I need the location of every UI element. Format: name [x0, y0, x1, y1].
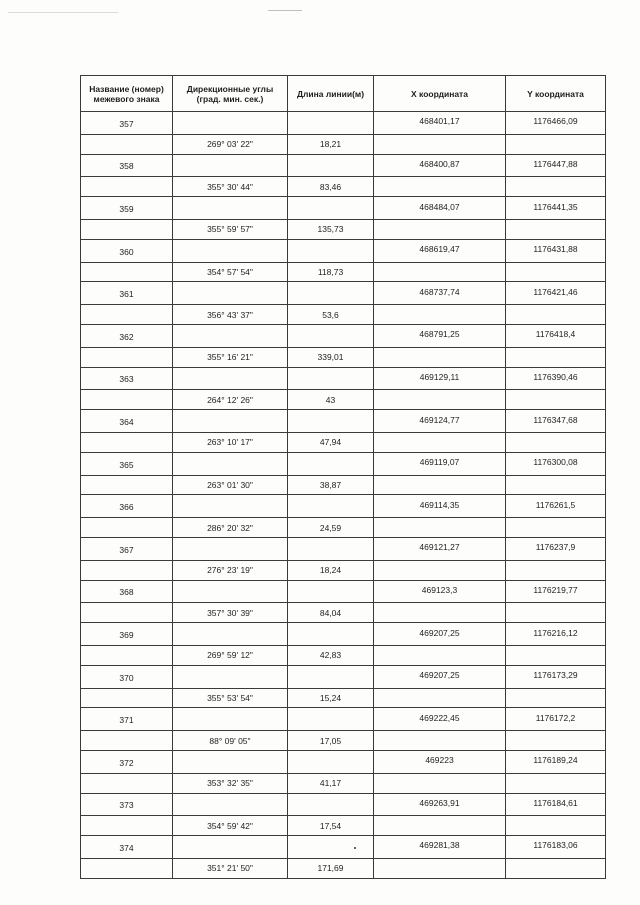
segment-row	[81, 219, 606, 239]
empty-cell	[173, 282, 288, 305]
angle-cell: 355° 30' 44"	[173, 177, 288, 197]
empty-cell	[81, 645, 173, 665]
angle-cell: 264° 12' 26"	[173, 390, 288, 410]
length-cell: 339,01	[288, 347, 374, 367]
empty-cell	[506, 731, 606, 751]
point-name-cell: 369	[81, 623, 173, 646]
empty-cell	[288, 367, 374, 390]
empty-cell	[288, 154, 374, 177]
empty-cell	[81, 347, 173, 367]
empty-cell	[288, 197, 374, 220]
empty-cell	[81, 219, 173, 239]
empty-cell	[173, 495, 288, 518]
x-coordinate-cell: 469123,3	[374, 580, 506, 603]
x-coordinate-cell: 469121,27	[374, 537, 506, 560]
segment-row	[81, 262, 606, 282]
length-cell: 53,6	[288, 305, 374, 325]
segment-row	[81, 858, 606, 878]
empty-cell	[506, 603, 606, 623]
empty-cell	[374, 475, 506, 495]
scan-mark	[8, 12, 118, 13]
segment-row	[81, 347, 606, 367]
empty-cell	[81, 560, 173, 580]
length-cell: 171,69	[288, 858, 374, 878]
y-coordinate-cell: 1176347,68	[506, 410, 606, 433]
angle-cell: 355° 16' 21"	[173, 347, 288, 367]
angle-cell: 356° 43' 37"	[173, 305, 288, 325]
x-coordinate-cell: 468791,25	[374, 324, 506, 347]
empty-cell	[173, 112, 288, 135]
empty-cell	[173, 154, 288, 177]
empty-cell	[374, 603, 506, 623]
segment-row	[81, 560, 606, 580]
y-coordinate-cell: 1176261,5	[506, 495, 606, 518]
x-coordinate-cell: 468484,07	[374, 197, 506, 220]
header-x-coordinate: X координата	[374, 76, 506, 112]
empty-cell	[81, 134, 173, 154]
empty-cell	[506, 134, 606, 154]
empty-cell	[374, 134, 506, 154]
point-row	[81, 708, 606, 731]
empty-cell	[506, 432, 606, 452]
empty-cell	[374, 177, 506, 197]
empty-cell	[288, 452, 374, 475]
length-cell: 43	[288, 390, 374, 410]
empty-cell	[288, 537, 374, 560]
angle-cell: 263° 01' 30"	[173, 475, 288, 495]
segment-row	[81, 731, 606, 751]
point-row	[81, 623, 606, 646]
angle-cell: 351° 21' 50"	[173, 858, 288, 878]
empty-cell	[81, 475, 173, 495]
empty-cell	[173, 623, 288, 646]
header-point-name: Название (номер) межевого знака	[81, 76, 173, 112]
empty-cell	[81, 603, 173, 623]
y-coordinate-cell: 1176441,35	[506, 197, 606, 220]
length-cell: 24,59	[288, 518, 374, 538]
empty-cell	[173, 537, 288, 560]
empty-cell	[506, 518, 606, 538]
empty-cell	[288, 282, 374, 305]
empty-cell	[288, 410, 374, 433]
length-cell: 18,21	[288, 134, 374, 154]
empty-cell	[506, 262, 606, 282]
length-cell: 118,73	[288, 262, 374, 282]
segment-row	[81, 134, 606, 154]
angle-cell: 286° 20' 32"	[173, 518, 288, 538]
length-cell: 47,94	[288, 432, 374, 452]
empty-cell	[288, 750, 374, 773]
point-name-cell: 359	[81, 197, 173, 220]
point-row	[81, 750, 606, 773]
y-coordinate-cell: 1176216,12	[506, 623, 606, 646]
empty-cell	[81, 262, 173, 282]
empty-cell	[81, 177, 173, 197]
empty-cell	[81, 816, 173, 836]
empty-cell	[81, 773, 173, 793]
y-coordinate-cell: 1176184,61	[506, 793, 606, 816]
segment-row	[81, 390, 606, 410]
x-coordinate-cell: 469222,45	[374, 708, 506, 731]
point-name-cell: 366	[81, 495, 173, 518]
point-name-cell: 357	[81, 112, 173, 135]
segment-row	[81, 305, 606, 325]
x-coordinate-cell: 469263,91	[374, 793, 506, 816]
empty-cell	[81, 432, 173, 452]
y-coordinate-cell: 1176300,08	[506, 452, 606, 475]
x-coordinate-cell: 469281,38	[374, 836, 506, 859]
empty-cell	[374, 305, 506, 325]
empty-cell	[173, 452, 288, 475]
empty-cell	[81, 858, 173, 878]
empty-cell	[81, 518, 173, 538]
length-cell: 38,87	[288, 475, 374, 495]
empty-cell	[81, 305, 173, 325]
x-coordinate-cell: 468400,87	[374, 154, 506, 177]
point-name-cell: 373	[81, 793, 173, 816]
header-y-coordinate: Y координата	[506, 76, 606, 112]
segment-row	[81, 432, 606, 452]
x-coordinate-cell: 469207,25	[374, 623, 506, 646]
empty-cell	[288, 623, 374, 646]
empty-cell	[173, 793, 288, 816]
empty-cell	[173, 197, 288, 220]
empty-cell	[81, 731, 173, 751]
empty-cell	[288, 239, 374, 262]
empty-cell	[288, 793, 374, 816]
empty-cell	[374, 347, 506, 367]
length-cell: 83,46	[288, 177, 374, 197]
segment-row	[81, 177, 606, 197]
x-coordinate-cell: 469223	[374, 750, 506, 773]
x-coordinate-cell: 468737,74	[374, 282, 506, 305]
length-cell: 15,24	[288, 688, 374, 708]
segment-row	[81, 475, 606, 495]
y-coordinate-cell: 1176431,88	[506, 239, 606, 262]
angle-cell: 354° 57' 54"	[173, 262, 288, 282]
y-coordinate-cell: 1176466,09	[506, 112, 606, 135]
point-row	[81, 282, 606, 305]
point-row	[81, 537, 606, 560]
point-row	[81, 154, 606, 177]
y-coordinate-cell: 1176418,4	[506, 324, 606, 347]
angle-cell: 269° 59' 12"	[173, 645, 288, 665]
boundary-points-table	[80, 75, 606, 879]
empty-cell	[506, 560, 606, 580]
empty-cell	[173, 239, 288, 262]
point-row	[81, 836, 606, 859]
table-header-row	[81, 76, 606, 112]
angle-cell: 276° 23' 19"	[173, 560, 288, 580]
empty-cell	[506, 688, 606, 708]
y-coordinate-cell: 1176173,29	[506, 665, 606, 688]
empty-cell	[173, 410, 288, 433]
point-name-cell: 361	[81, 282, 173, 305]
point-row	[81, 495, 606, 518]
empty-cell	[374, 560, 506, 580]
empty-cell	[506, 475, 606, 495]
point-name-cell: 374	[81, 836, 173, 859]
segment-row	[81, 518, 606, 538]
empty-cell	[506, 347, 606, 367]
empty-cell	[173, 836, 288, 859]
empty-cell	[506, 816, 606, 836]
point-name-cell: 363	[81, 367, 173, 390]
segment-row	[81, 816, 606, 836]
y-coordinate-cell: 1176421,46	[506, 282, 606, 305]
empty-cell	[506, 773, 606, 793]
point-name-cell: 360	[81, 239, 173, 262]
point-name-cell: 362	[81, 324, 173, 347]
empty-cell	[288, 112, 374, 135]
empty-cell	[173, 580, 288, 603]
y-coordinate-cell: 1176172,2	[506, 708, 606, 731]
length-cell: 42,83	[288, 645, 374, 665]
empty-cell	[374, 518, 506, 538]
angle-cell: 263° 10' 17"	[173, 432, 288, 452]
y-coordinate-cell: 1176219,77	[506, 580, 606, 603]
point-name-cell: 368	[81, 580, 173, 603]
x-coordinate-cell: 469124,77	[374, 410, 506, 433]
length-cell: 17,54	[288, 816, 374, 836]
length-cell: 18,24	[288, 560, 374, 580]
x-coordinate-cell: 468401,17	[374, 112, 506, 135]
x-coordinate-cell: 469114,35	[374, 495, 506, 518]
empty-cell	[374, 731, 506, 751]
y-coordinate-cell: 1176189,24	[506, 750, 606, 773]
point-row	[81, 452, 606, 475]
empty-cell	[374, 688, 506, 708]
survey-table-body	[81, 112, 606, 879]
empty-cell	[173, 665, 288, 688]
scan-mark	[268, 10, 302, 11]
empty-cell	[288, 324, 374, 347]
angle-cell: 353° 32' 35"	[173, 773, 288, 793]
angle-cell: 269° 03' 22"	[173, 134, 288, 154]
empty-cell	[506, 645, 606, 665]
point-name-cell: 370	[81, 665, 173, 688]
empty-cell	[506, 858, 606, 878]
point-row	[81, 410, 606, 433]
empty-cell	[374, 816, 506, 836]
x-coordinate-cell: 468619,47	[374, 239, 506, 262]
y-coordinate-cell: 1176447,88	[506, 154, 606, 177]
empty-cell	[288, 708, 374, 731]
empty-cell	[288, 495, 374, 518]
length-cell: 41,17	[288, 773, 374, 793]
angle-cell: 355° 53' 54"	[173, 688, 288, 708]
empty-cell	[288, 836, 374, 859]
header-line-length: Длина линии(м)	[288, 76, 374, 112]
empty-cell	[173, 750, 288, 773]
empty-cell	[506, 177, 606, 197]
x-coordinate-cell: 469207,25	[374, 665, 506, 688]
point-name-cell: 365	[81, 452, 173, 475]
empty-cell	[173, 367, 288, 390]
empty-cell	[288, 580, 374, 603]
empty-cell	[374, 858, 506, 878]
point-row	[81, 665, 606, 688]
point-row	[81, 324, 606, 347]
empty-cell	[374, 219, 506, 239]
point-name-cell: 367	[81, 537, 173, 560]
empty-cell	[374, 645, 506, 665]
empty-cell	[374, 773, 506, 793]
empty-cell	[173, 324, 288, 347]
point-row	[81, 112, 606, 135]
point-name-cell: 371	[81, 708, 173, 731]
length-cell: 84,04	[288, 603, 374, 623]
empty-cell	[81, 688, 173, 708]
x-coordinate-cell: 469129,11	[374, 367, 506, 390]
point-name-cell: 364	[81, 410, 173, 433]
angle-cell: 355° 59' 57"	[173, 219, 288, 239]
point-row	[81, 197, 606, 220]
empty-cell	[506, 219, 606, 239]
empty-cell	[374, 390, 506, 410]
y-coordinate-cell: 1176237,9	[506, 537, 606, 560]
empty-cell	[288, 665, 374, 688]
point-name-cell: 372	[81, 750, 173, 773]
angle-cell: 357° 30' 39"	[173, 603, 288, 623]
point-row	[81, 239, 606, 262]
segment-row	[81, 645, 606, 665]
point-name-cell: 358	[81, 154, 173, 177]
y-coordinate-cell: 1176390,46	[506, 367, 606, 390]
header-direction-angle: Дирекционные углы (град. мин. сек.)	[173, 76, 288, 112]
empty-cell	[81, 390, 173, 410]
empty-cell	[374, 432, 506, 452]
point-row	[81, 367, 606, 390]
point-row	[81, 580, 606, 603]
empty-cell	[506, 390, 606, 410]
x-coordinate-cell: 469119,07	[374, 452, 506, 475]
angle-cell: 354° 59' 42"	[173, 816, 288, 836]
empty-cell	[173, 708, 288, 731]
segment-row	[81, 603, 606, 623]
angle-cell: 88° 09' 05"	[173, 731, 288, 751]
empty-cell	[506, 305, 606, 325]
point-row	[81, 793, 606, 816]
y-coordinate-cell: 1176183,06	[506, 836, 606, 859]
segment-row	[81, 773, 606, 793]
length-cell: 135,73	[288, 219, 374, 239]
segment-row	[81, 688, 606, 708]
length-cell: 17,05	[288, 731, 374, 751]
empty-cell	[374, 262, 506, 282]
